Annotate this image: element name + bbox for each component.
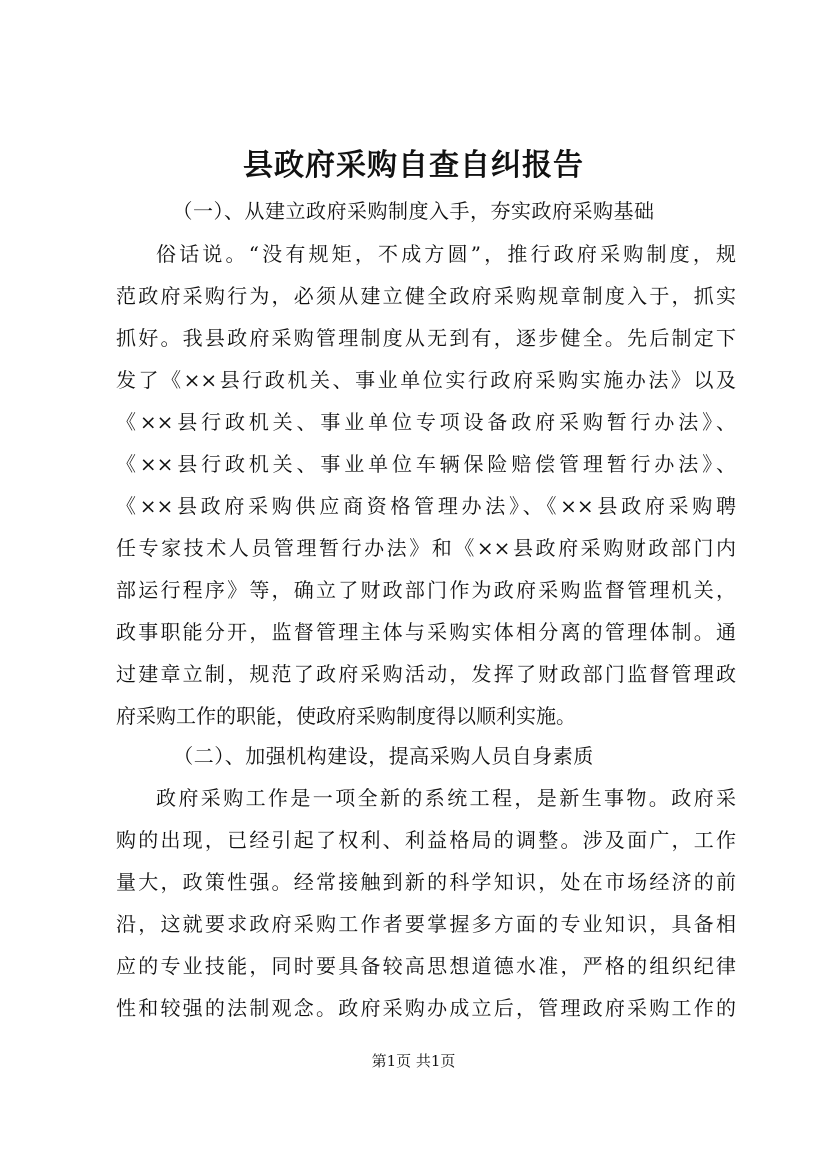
paragraph-line: 过建章立制，规范了政府采购活动，发挥了财政部门监督管理政 xyxy=(116,662,736,686)
paragraph-line: 应的专业技能，同时要具备较高思想道德水准，严格的组织纪律 xyxy=(116,954,736,978)
paragraph-line: 发了《××县行政机关、事业单位实行政府采购实施办法》以及 xyxy=(116,368,736,392)
paragraph-line: 抓好。我县政府采购管理制度从无到有，逐步健全。先后制定下 xyxy=(116,326,736,350)
paragraph-line: 俗话说。“没有规矩，不成方圆”，推行政府采购制度，规 xyxy=(156,242,736,266)
section-heading-2: （二）、加强机构建设，提高采购人员自身素质 xyxy=(173,744,594,768)
paragraph-line: 沿，这就要求政府采购工作者要掌握多方面的专业知识，具备相 xyxy=(116,912,736,936)
paragraph-line: 量大，政策性强。经常接触到新的科学知识，处在市场经济的前 xyxy=(116,870,736,894)
paragraph-line: 《××县行政机关、事业单位专项设备政府采购暂行办法》、 xyxy=(116,410,736,434)
paragraph-line: 政府采购工作是一项全新的系统工程，是新生事物。政府采 xyxy=(156,786,736,810)
paragraph-line: 部运行程序》等，确立了财政部门作为政府采购监督管理机关， xyxy=(116,578,736,602)
paragraph-line: 范政府采购行为，必须从建立健全政府采购规章制度入于，抓实 xyxy=(116,284,736,308)
section-heading-1: （一）、从建立政府采购制度入手，夯实政府采购基础 xyxy=(172,199,655,223)
document-title: 县政府采购自查自纠报告 xyxy=(243,148,584,183)
paragraph-line: 性和较强的法制观念。政府采购办成立后，管理政府采购工作的 xyxy=(116,996,736,1020)
paragraph-line: 《××县行政机关、事业单位车辆保险赔偿管理暂行办法》、 xyxy=(116,452,736,476)
paragraph-line: 《××县政府采购供应商资格管理办法》、《××县政府采购聘 xyxy=(116,494,736,518)
paragraph-line: 购的出现，已经引起了权利、利益格局的调整。涉及面广，工作 xyxy=(116,828,736,852)
paragraph-line: 府采购工作的职能，使政府采购制度得以顺利实施。 xyxy=(116,704,576,728)
page-footer: 第1页 共1页 xyxy=(371,1052,456,1070)
paragraph-line: 任专家技术人员管理暂行办法》和《××县政府采购财政部门内 xyxy=(116,536,736,560)
paragraph-line: 政事职能分开，监督管理主体与采购实体相分离的管理体制。通 xyxy=(116,620,736,644)
